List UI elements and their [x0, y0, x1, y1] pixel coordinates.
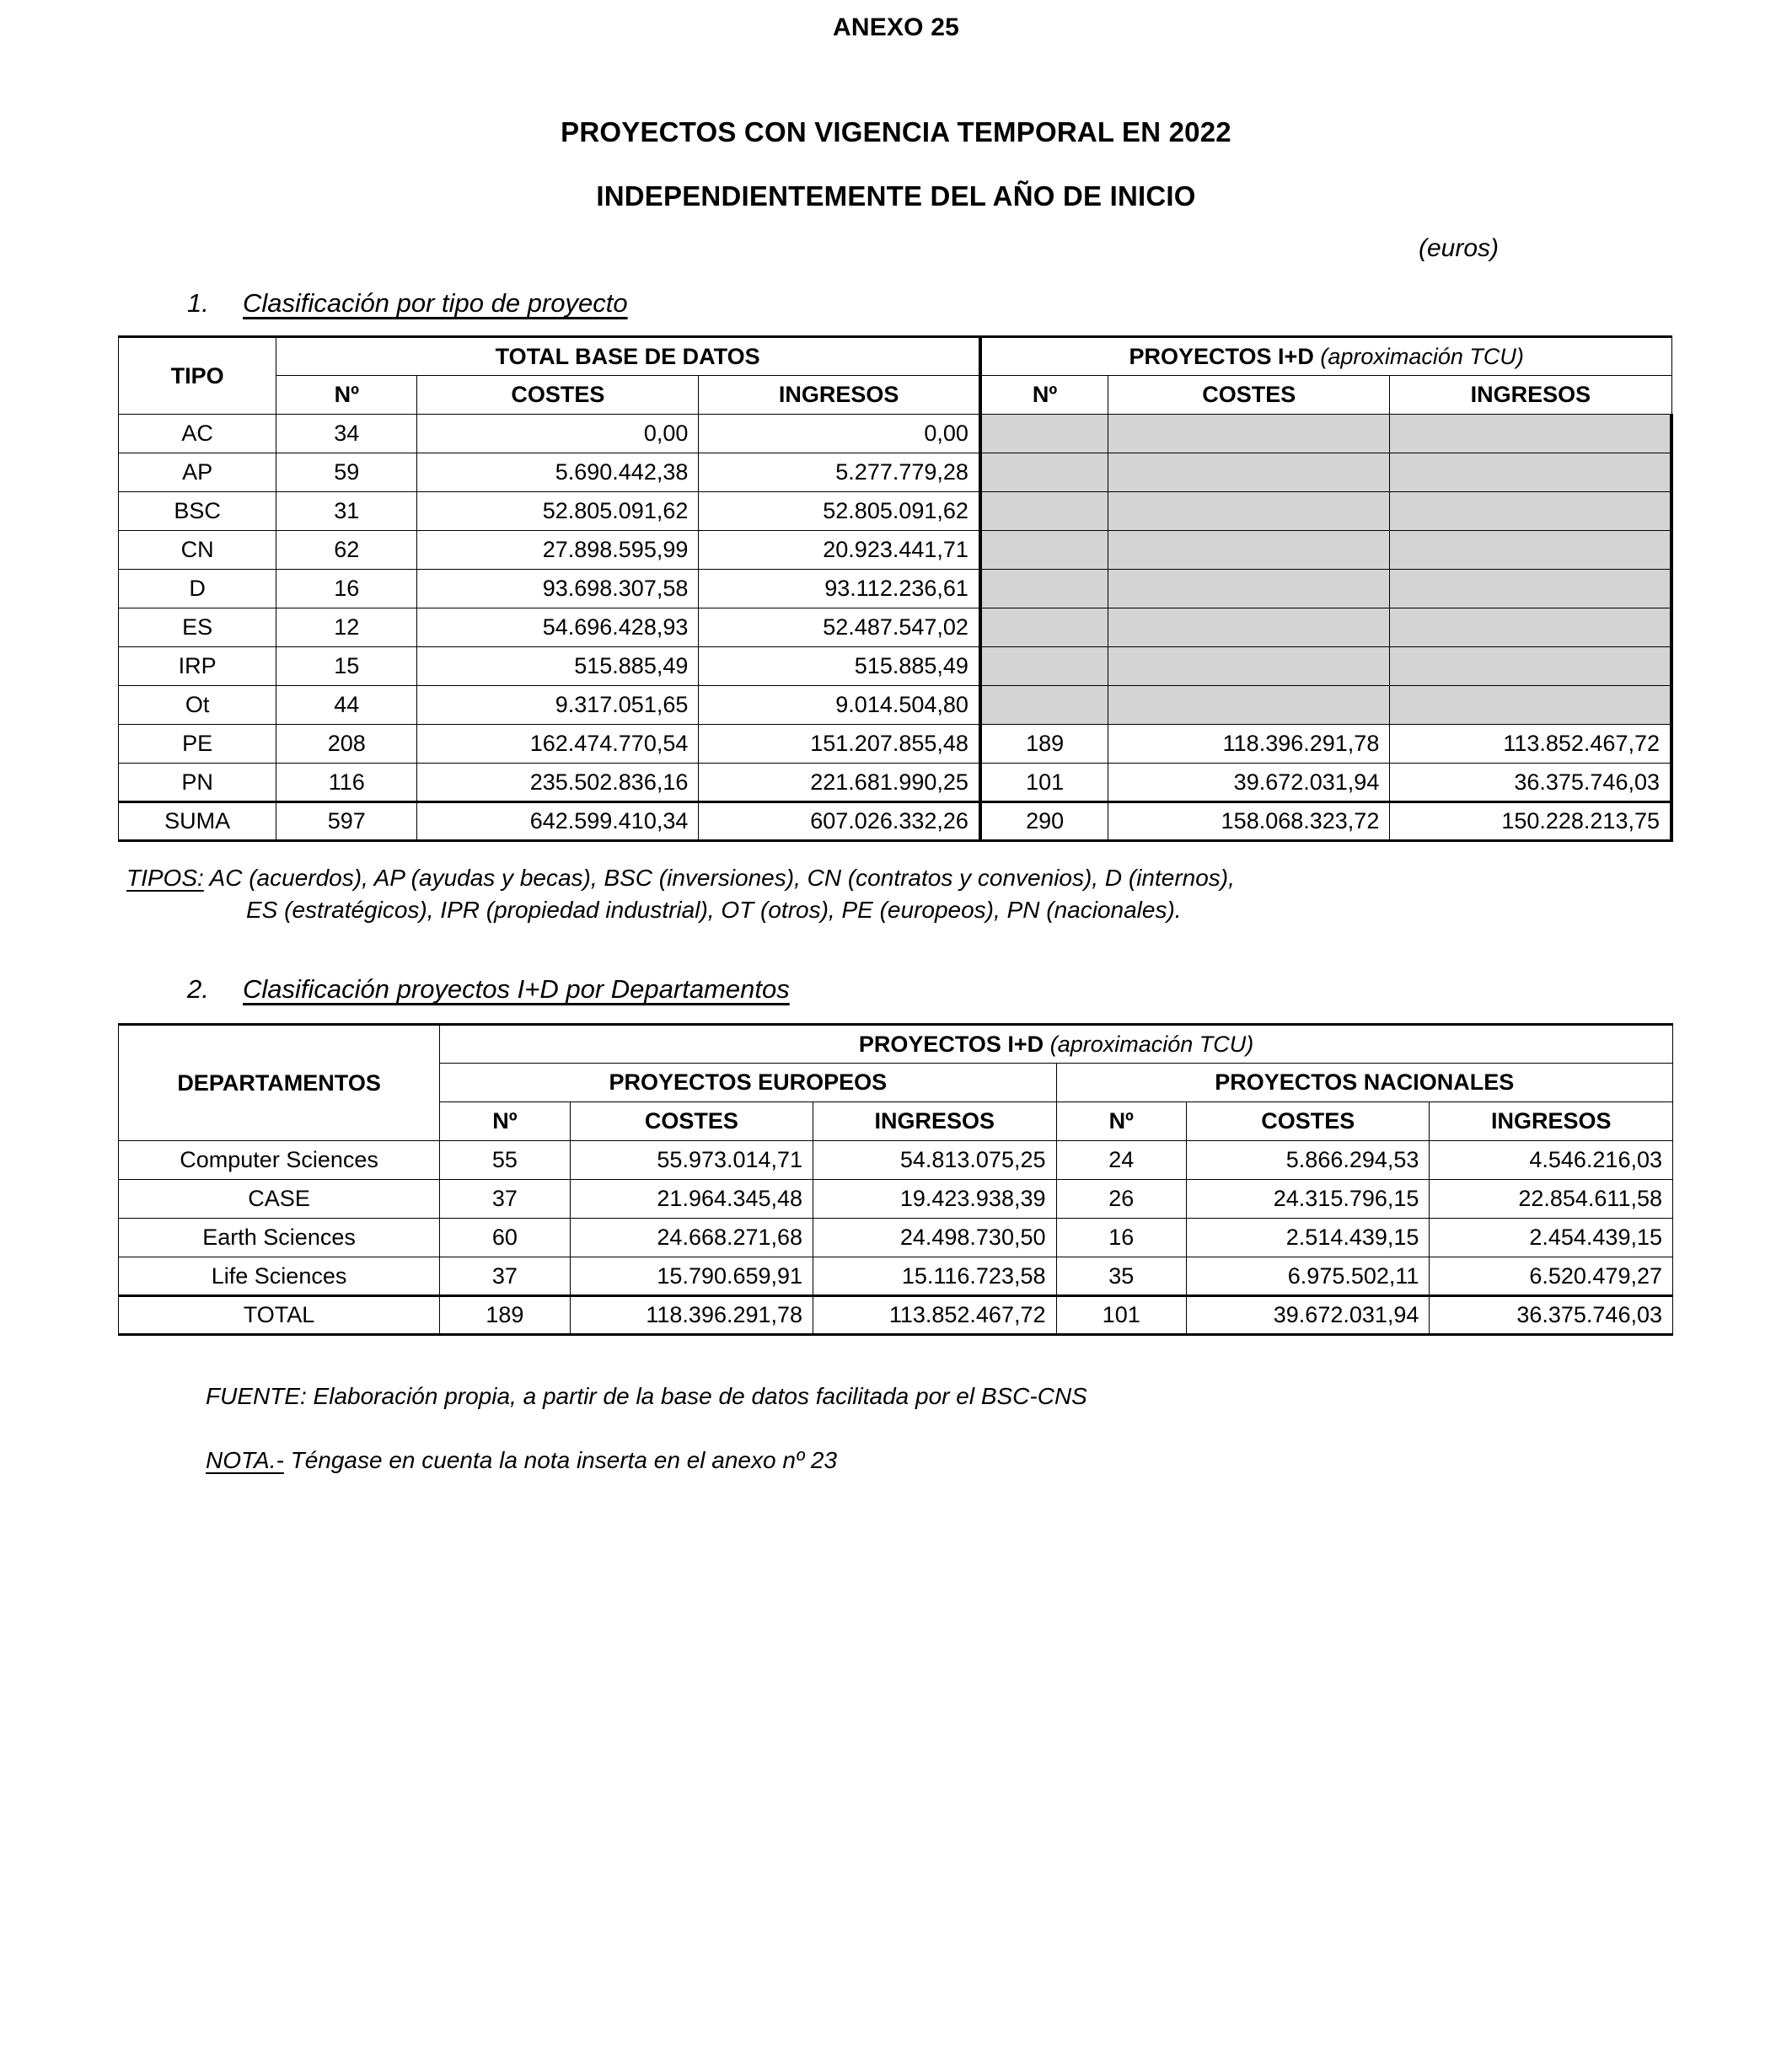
section-1-title: Clasificación por tipo de proyecto: [243, 288, 628, 318]
col-header-id-ingresos: INGRESOS: [1390, 376, 1671, 415]
cell-na-ingresos: 36.375.746,03: [1430, 1296, 1673, 1335]
table-row: [119, 1296, 1673, 1335]
cell-na-num: 26: [1056, 1180, 1187, 1219]
cell-id-costes: [1108, 492, 1390, 531]
cell-id-ingresos: [1390, 492, 1671, 531]
cell-bd-ingresos: 20.923.441,71: [699, 531, 980, 570]
cell-na-num: 24: [1056, 1141, 1187, 1180]
table-row: [119, 453, 1672, 492]
cell-department: Computer Sciences: [119, 1141, 440, 1180]
table-1-container: [0, 319, 1792, 842]
cell-id-ingresos: 113.852.467,72: [1390, 725, 1671, 764]
table-2-head: [119, 1025, 1673, 1141]
cell-id-num: [980, 608, 1108, 647]
cell-id-num: [980, 531, 1108, 570]
document-subtitle: INDEPENDIENTEMENTE DEL AÑO DE INICIO: [596, 180, 1196, 212]
cell-bd-costes: 93.698.307,58: [417, 570, 699, 608]
cell-na-costes: 6.975.502,11: [1187, 1257, 1430, 1296]
cell-na-ingresos: 4.546.216,03: [1430, 1141, 1673, 1180]
col-group-id-projects: [980, 337, 1671, 376]
table-row: [119, 1180, 1673, 1219]
section-1-heading: [0, 263, 1792, 319]
cell-id-costes: [1108, 453, 1390, 492]
cell-eu-num: 189: [440, 1296, 571, 1335]
cell-bd-ingresos: 9.014.504,80: [699, 686, 980, 725]
cell-tipo: PE: [119, 725, 276, 764]
cell-tipo: Ot: [119, 686, 276, 725]
cell-id-num: 189: [980, 725, 1108, 764]
col-header-tipo: TIPO: [119, 337, 276, 415]
cell-id-num: [980, 492, 1108, 531]
cell-id-num: [980, 686, 1108, 725]
col-header-eu-costes: COSTES: [570, 1102, 813, 1141]
table-row: [119, 531, 1672, 570]
cell-bd-num: 34: [276, 415, 417, 453]
col-header-departamentos: DEPARTAMENTOS: [119, 1025, 440, 1141]
cell-bd-num: 62: [276, 531, 417, 570]
source-note: FUENTE: Elaboración propia, a partir de la base de datos facilitada por el BSC-CNS: [206, 1383, 1087, 1410]
cell-eu-num: 60: [440, 1219, 571, 1257]
cell-na-num: 101: [1056, 1296, 1187, 1335]
cell-tipo: BSC: [119, 492, 276, 531]
nota-label: NOTA.-: [206, 1447, 284, 1474]
cell-id-costes: 118.396.291,78: [1108, 725, 1390, 764]
cell-id-ingresos: 36.375.746,03: [1390, 764, 1671, 802]
cell-department: Life Sciences: [119, 1257, 440, 1296]
cell-bd-ingresos: 5.277.779,28: [699, 453, 980, 492]
cell-bd-costes: 52.805.091,62: [417, 492, 699, 531]
document-title: PROYECTOS CON VIGENCIA TEMPORAL EN 2022: [561, 116, 1231, 147]
col-header-na-num: Nº: [1056, 1102, 1187, 1141]
departments-table: [118, 1023, 1673, 1336]
cell-eu-ingresos: 15.116.723,58: [813, 1257, 1056, 1296]
cell-bd-ingresos: 221.681.990,25: [699, 764, 980, 802]
cell-tipo: D: [119, 570, 276, 608]
table-row: [119, 802, 1672, 841]
table-1-column-header-row: [119, 376, 1672, 415]
cell-bd-costes: 515.885,49: [417, 647, 699, 686]
table-1-head: [119, 337, 1672, 415]
col-group-id-projects-approx: (aproximación TCU): [1320, 343, 1524, 369]
table-row: [119, 492, 1672, 531]
cell-bd-num: 597: [276, 802, 417, 841]
cell-id-costes: 158.068.323,72: [1108, 802, 1390, 841]
cell-department: Earth Sciences: [119, 1219, 440, 1257]
col-group-european-projects: PROYECTOS EUROPEOS: [440, 1064, 1056, 1102]
cell-id-num: [980, 415, 1108, 453]
cell-bd-costes: 27.898.595,99: [417, 531, 699, 570]
col-header-bd-num: Nº: [276, 376, 417, 415]
table-row: [119, 608, 1672, 647]
cell-id-costes: [1108, 686, 1390, 725]
cell-tipo: ES: [119, 608, 276, 647]
cell-eu-costes: 55.973.014,71: [570, 1141, 813, 1180]
cell-na-costes: 2.514.439,15: [1187, 1219, 1430, 1257]
cell-eu-num: 37: [440, 1257, 571, 1296]
cell-bd-costes: 162.474.770,54: [417, 725, 699, 764]
cell-tipo: SUMA: [119, 802, 276, 841]
cell-id-ingresos: [1390, 570, 1671, 608]
cell-id-ingresos: [1390, 531, 1671, 570]
cell-id-ingresos: [1390, 453, 1671, 492]
cell-id-ingresos: [1390, 686, 1671, 725]
cell-department: CASE: [119, 1180, 440, 1219]
table-row: [119, 647, 1672, 686]
cell-bd-costes: 0,00: [417, 415, 699, 453]
cell-id-ingresos: [1390, 415, 1671, 453]
cell-bd-costes: 5.690.442,38: [417, 453, 699, 492]
cell-id-num: [980, 647, 1108, 686]
col-group-id-projects-2-approx: (aproximación TCU): [1049, 1031, 1254, 1057]
cell-id-num: [980, 570, 1108, 608]
cell-id-costes: [1108, 415, 1390, 453]
cell-bd-ingresos: 0,00: [699, 415, 980, 453]
cell-eu-costes: 118.396.291,78: [570, 1296, 813, 1335]
cell-na-ingresos: 2.454.439,15: [1430, 1219, 1673, 1257]
tipos-legend: [0, 842, 1792, 925]
cell-id-costes: 39.672.031,94: [1108, 764, 1390, 802]
col-group-id-projects-2: [440, 1025, 1673, 1064]
cell-eu-ingresos: 113.852.467,72: [813, 1296, 1056, 1335]
col-group-id-projects-main: PROYECTOS I+D: [1129, 343, 1314, 369]
cell-bd-costes: 54.696.428,93: [417, 608, 699, 647]
cell-eu-ingresos: 19.423.938,39: [813, 1180, 1056, 1219]
section-2-number: 2.: [187, 974, 209, 1005]
cell-bd-num: 59: [276, 453, 417, 492]
table-2-container: [0, 1005, 1792, 1336]
col-group-id-projects-2-main: PROYECTOS I+D: [858, 1031, 1044, 1057]
cell-bd-ingresos: 93.112.236,61: [699, 570, 980, 608]
cell-bd-ingresos: 52.487.547,02: [699, 608, 980, 647]
col-group-total-database: TOTAL BASE DE DATOS: [276, 337, 980, 376]
tipos-legend-label: TIPOS:: [126, 865, 204, 891]
cell-id-costes: [1108, 608, 1390, 647]
table-row: [119, 415, 1672, 453]
cell-id-costes: [1108, 647, 1390, 686]
cell-na-num: 16: [1056, 1219, 1187, 1257]
cell-bd-num: 208: [276, 725, 417, 764]
cell-eu-costes: 21.964.345,48: [570, 1180, 813, 1219]
cell-id-costes: [1108, 570, 1390, 608]
cell-bd-costes: 9.317.051,65: [417, 686, 699, 725]
col-header-na-costes: COSTES: [1187, 1102, 1430, 1141]
cell-eu-ingresos: 24.498.730,50: [813, 1219, 1056, 1257]
cell-id-ingresos: [1390, 608, 1671, 647]
cell-eu-num: 55: [440, 1141, 571, 1180]
cell-bd-num: 116: [276, 764, 417, 802]
cell-bd-costes: 235.502.836,16: [417, 764, 699, 802]
col-header-bd-ingresos: INGRESOS: [699, 376, 980, 415]
tipos-legend-line1: AC (acuerdos), AP (ayudas y becas), BSC (inversiones), CN (contratos y convenios), D (internos),: [209, 865, 1235, 891]
col-header-id-num: Nº: [980, 376, 1108, 415]
cell-bd-ingresos: 151.207.855,48: [699, 725, 980, 764]
nota-note: [0, 1410, 1792, 1474]
cell-id-ingresos: [1390, 647, 1671, 686]
cell-eu-costes: 24.668.271,68: [570, 1219, 813, 1257]
cell-eu-num: 37: [440, 1180, 571, 1219]
cell-tipo: IRP: [119, 647, 276, 686]
cell-tipo: AC: [119, 415, 276, 453]
cell-id-num: [980, 453, 1108, 492]
cell-id-ingresos: 150.228.213,75: [1390, 802, 1671, 841]
table-1-group-header-row: [119, 337, 1672, 376]
table-row: [119, 764, 1672, 802]
cell-department: TOTAL: [119, 1296, 440, 1335]
cell-bd-ingresos: 515.885,49: [699, 647, 980, 686]
cell-tipo: PN: [119, 764, 276, 802]
cell-eu-costes: 15.790.659,91: [570, 1257, 813, 1296]
cell-bd-ingresos: 607.026.332,26: [699, 802, 980, 841]
cell-na-costes: 39.672.031,94: [1187, 1296, 1430, 1335]
col-header-id-costes: COSTES: [1108, 376, 1390, 415]
table-row: [119, 1219, 1673, 1257]
table-1-body: [119, 415, 1672, 841]
cell-bd-costes: 642.599.410,34: [417, 802, 699, 841]
table-2-body: [119, 1141, 1673, 1335]
col-header-bd-costes: COSTES: [417, 376, 699, 415]
col-header-eu-ingresos: INGRESOS: [813, 1102, 1056, 1141]
cell-id-costes: [1108, 531, 1390, 570]
col-header-na-ingresos: INGRESOS: [1430, 1102, 1673, 1141]
cell-na-ingresos: 6.520.479,27: [1430, 1257, 1673, 1296]
cell-tipo: AP: [119, 453, 276, 492]
table-2-group-header-row-1: [119, 1025, 1673, 1064]
annex-number: ANEXO 25: [833, 13, 959, 41]
cell-id-num: 101: [980, 764, 1108, 802]
table-row: [119, 1257, 1673, 1296]
cell-na-num: 35: [1056, 1257, 1187, 1296]
cell-id-num: 290: [980, 802, 1108, 841]
cell-na-ingresos: 22.854.611,58: [1430, 1180, 1673, 1219]
cell-bd-num: 12: [276, 608, 417, 647]
cell-bd-num: 44: [276, 686, 417, 725]
currency-units-label: (euros): [1418, 234, 1499, 262]
section-2-title: Clasificación proyectos I+D por Departamentos: [243, 974, 790, 1005]
table-row: [119, 686, 1672, 725]
cell-na-costes: 5.866.294,53: [1187, 1141, 1430, 1180]
cell-eu-ingresos: 54.813.075,25: [813, 1141, 1056, 1180]
cell-bd-num: 16: [276, 570, 417, 608]
cell-bd-ingresos: 52.805.091,62: [699, 492, 980, 531]
table-row: [119, 725, 1672, 764]
section-1-number: 1.: [187, 288, 209, 318]
project-type-table: [118, 335, 1673, 842]
section-2-heading: [0, 925, 1792, 1005]
tipos-legend-line2: ES (estratégicos), IPR (propiedad industrial), OT (otros), PE (europeos), PN (nacionales).: [246, 896, 1182, 923]
table-row: [119, 1141, 1673, 1180]
cell-bd-num: 31: [276, 492, 417, 531]
cell-bd-num: 15: [276, 647, 417, 686]
cell-tipo: CN: [119, 531, 276, 570]
cell-na-costes: 24.315.796,15: [1187, 1180, 1430, 1219]
col-header-eu-num: Nº: [440, 1102, 571, 1141]
table-row: [119, 570, 1672, 608]
col-group-national-projects: PROYECTOS NACIONALES: [1056, 1064, 1673, 1102]
nota-text: Téngase en cuenta la nota inserta en el anexo nº 23: [283, 1447, 838, 1474]
